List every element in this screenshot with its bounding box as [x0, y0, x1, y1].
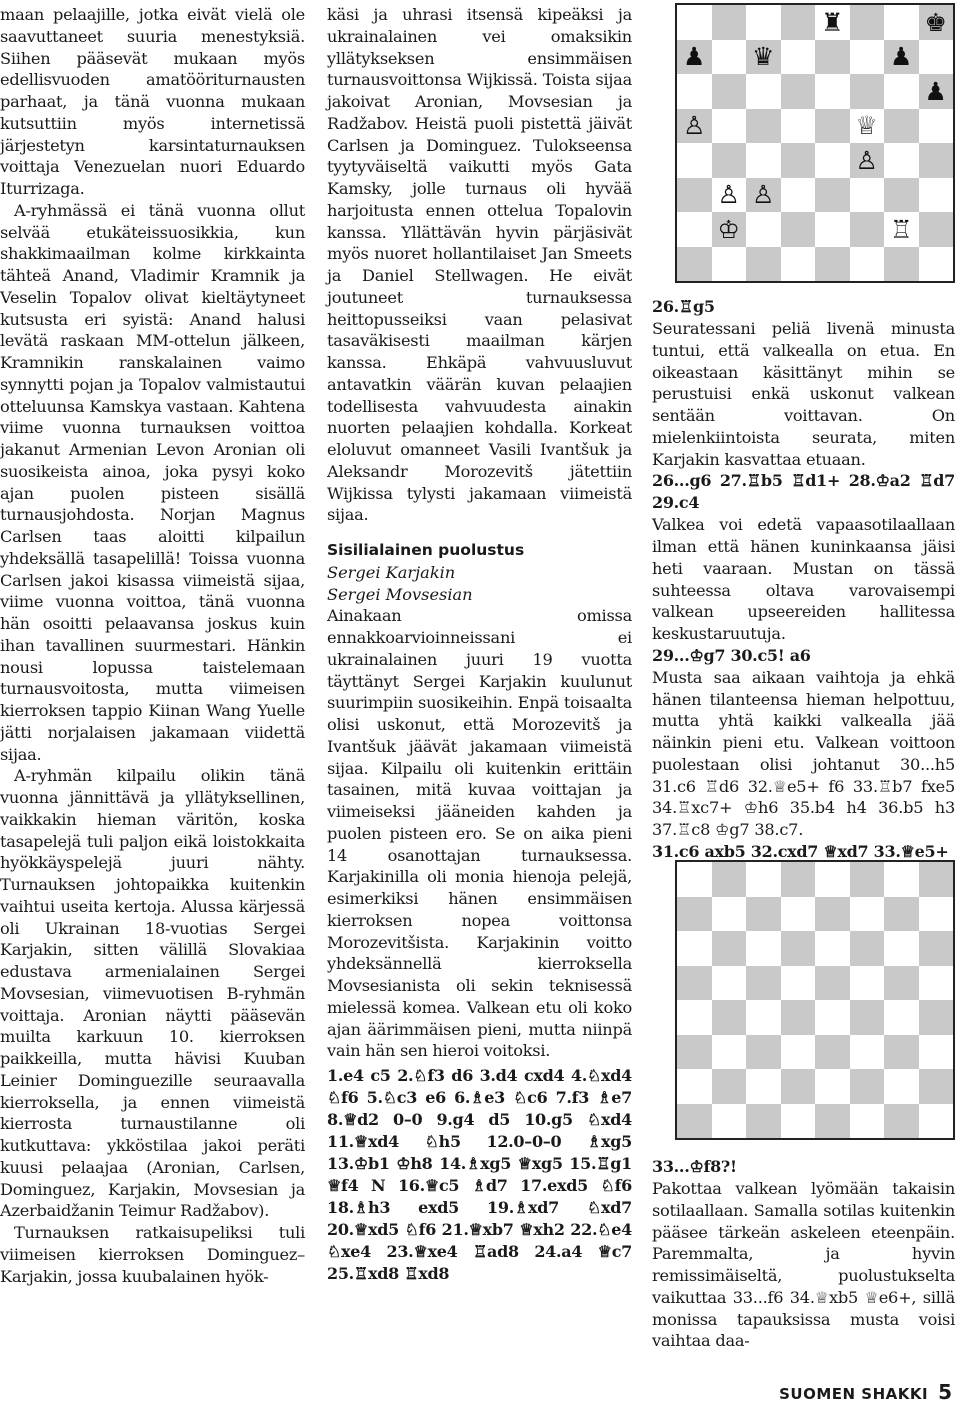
board-square — [919, 74, 954, 109]
board-square — [850, 109, 885, 144]
board-square — [712, 40, 747, 75]
board-square — [850, 40, 885, 75]
paragraph: A-ryhmän kilpailu olikin tänä vuonna jännittävä ja yllätyksellinen, vaikkakin hieman väritön, koska tasapelejä tuli paljon eikä loistokkaita hyökkäyspelejä juuri nähty. Turnauksen johtopaikka kuitenkin vaihtui useita kertoja. Alussa kärjessä oli Ukrainan 18-vuotias Sergei Karjakin, sitten välillä Slovakiaa edustava armenialainen Sergei Movsesian, viimevuotisen B-ryhmän voittaja. Aronian näytti pääsevän muilta karkuun 10. kierroksen paikkeilla, mutta hävisi Kuuban Leinier Dominguezille seuraavalla kierroksella, ja ennen viimeistä kierrosta turnaustilanne oli kutkuttava: ykköstilaa jakoi peräti kuusi pelaajaa (Aronian, Carlsen, Dominguez, Karjakin, Movsesian ja Azerbaidžanin Teimur Radžabov). — [0, 766, 305, 1221]
board-square — [677, 1069, 712, 1104]
paragraph: käsi ja uhrasi itsensä kipeäksi ja ukrainalainen vei omaksikin yllätykseksen ensimmäisen turnausvoittonsa Wijkissä. Toista sijaa jakoivat Aronian, Movsesian ja Radžabov. Heistä puoli pistettä jäivät Carlsen ja Dominguez. Tulokseensa tyytyväiseltä vaikutti myös Gata Kamsky, jolle turnaus oli hyvää harjoitusta ennen ottelua Topalovin kanssa. Yllättävän hyvin pärjäsivät myös nuoret hollantilaiset Jan Smeets ja Daniel Stellwagen. He eivät joutuneet turnauksessa heittopusseiksi vaan pelasivat tasaväkisesti maailman kärjen kanssa. Ehkäpä vahvuusluvut antavatkin väärän kuvan pelaajien todellisesta vahvuudesta ainakin nuorten pelaajien kohdalla. Korkeat eloluvut omanneet Vasili Ivantšuk ja Aleksandr Morozevitš jätettiin Wijkissa tylysti jakamaan viimeistä sijaa. — [327, 5, 632, 525]
board-square — [850, 931, 885, 966]
game-moves: 1.e4 c5 2.♘f3 d6 3.d4 cxd4 4.♘xd4 ♘f6 5.♘c3 e6 6.♗e3 ♘c6 7.f3 ♗e7 8.♕d2 0–0 9.g4 d5 10.g5 ♘xd4 11.♕xd4 ♘h5 12.0–0–0 ♗xg5 13.♔b1 ♔h8 14.♗xg5 ♕xg5 15.♖g1 ♕f4 N 16.♕c5 ♗d7 17.exd5 ♘f6 18.♗h3 exd5 19.♗xd7 ♘xd7 20.♕xd5 ♘f6 21.♕xb7 ♕xh2 22.♘e4 ♘xe4 23.♕xe4 ♖ad8 24.a4 ♕c7 25.♖xd8 ♖xd8 — [327, 1066, 632, 1283]
board-square — [815, 178, 850, 213]
chess-diagram-1 — [675, 3, 955, 283]
board-square — [677, 143, 712, 178]
board-square — [919, 1069, 954, 1104]
board-square — [884, 143, 919, 178]
board-square — [712, 178, 747, 213]
board-square — [850, 1035, 885, 1070]
board-square — [677, 247, 712, 282]
board-square — [884, 1035, 919, 1070]
board-square — [884, 1000, 919, 1035]
board-square — [850, 247, 885, 282]
board-square — [746, 212, 781, 247]
board-square — [677, 966, 712, 1001]
board-square — [712, 109, 747, 144]
board-square — [815, 1000, 850, 1035]
chess-piece: ♟ — [683, 42, 706, 72]
board-square — [746, 966, 781, 1001]
magazine-name: SUOMEN SHAKKI — [779, 1385, 929, 1403]
board-square — [919, 862, 954, 897]
board-square — [884, 862, 919, 897]
board-square — [919, 109, 954, 144]
chess-piece: ♙ — [683, 111, 706, 141]
chess-piece: ♚ — [924, 7, 947, 37]
board-square — [919, 1035, 954, 1070]
board-square — [919, 931, 954, 966]
board-square — [919, 178, 954, 213]
board-square — [712, 247, 747, 282]
board-square — [781, 40, 816, 75]
board-square — [919, 966, 954, 1001]
board-square — [781, 5, 816, 40]
paragraph: Ainakaan omissa ennakkoarvioinneissani ei ukrainalainen juuri 19 vuotta täyttänyt Sergei Karjakin kuulunut suurimpiin suosikeihin. Enpä toisaalta olisi uskonut, että Morozevitš ja Ivantšuk jäävät jakamaan viimeistä sijaa. Kilpailu oli kuitenkin erittäin tasainen, mitä kuvaa voittajan ja viimeiseksi jääneiden kahden ja puolen pisteen ero. Se on aika pieni 14 osanottajan turnauksessa. Karjakinilla oli monia hienoja pelejä, esimerkiksi hänen ensimmäisen kierroksen nopea voittonsa Morozevitšista. Karjakinin voitto yhdeksännellä kierroksella Movsesianista oli sekin teknisessä mielessä komea. Valkean etu oli koko ajan äärimmäisen pieni, mutta niinpä vain hän sen hieroi voitoksi. — [327, 606, 632, 1061]
board-square — [815, 109, 850, 144]
board-square — [781, 966, 816, 1001]
board-square — [746, 247, 781, 282]
board-square — [712, 862, 747, 897]
board-square — [919, 1000, 954, 1035]
board-square — [815, 1035, 850, 1070]
board-square — [781, 1000, 816, 1035]
chess-piece: ♜ — [821, 7, 844, 37]
board-square — [746, 1069, 781, 1104]
board-square — [746, 143, 781, 178]
board-square — [850, 897, 885, 932]
board-square — [781, 109, 816, 144]
board-square — [884, 897, 919, 932]
commentary: Pakottaa valkean lyömään takaisin sotilaallaan. Samalla sotilas kuitenkin pääsee tärkeän askeleen eteenpäin. Paremmalta, ja hyvin remissimäiseltä, puolustukselta vaikuttaa 33...f6 34.♕xb5 ♕e6+, sillä monissa tapauksissa musta voisi vaihtaa daa- — [652, 1179, 955, 1351]
board-square — [746, 1035, 781, 1070]
board-square — [677, 1035, 712, 1070]
move-line: 33...♔f8?! — [652, 1157, 737, 1176]
board-square — [815, 966, 850, 1001]
chess-piece: ♙ — [855, 145, 878, 175]
board-square — [677, 5, 712, 40]
board-square — [781, 1069, 816, 1104]
board-square — [919, 897, 954, 932]
board-square — [919, 143, 954, 178]
move-line: 26...g6 27.♖b5 ♖d1+ 28.♔a2 ♖d7 29.c4 — [652, 471, 955, 513]
board-square — [850, 1000, 885, 1035]
board-square — [815, 74, 850, 109]
board-square — [815, 212, 850, 247]
board-square — [781, 1104, 816, 1139]
board-square — [712, 897, 747, 932]
board-square — [815, 1104, 850, 1139]
game-heading: Sisilialainen puolustus — [327, 541, 525, 559]
board-square — [677, 897, 712, 932]
board-square — [781, 143, 816, 178]
white-player: Sergei Karjakin — [327, 562, 456, 582]
board-square — [815, 897, 850, 932]
chess-diagram-2 — [675, 860, 955, 1140]
board-square — [884, 74, 919, 109]
board-square — [884, 247, 919, 282]
board-square — [850, 1104, 885, 1139]
board-square — [746, 5, 781, 40]
board-square — [850, 212, 885, 247]
board-square — [850, 74, 885, 109]
commentary: Valkea voi edetä vapaasotilaallaan ilman että hänen kuninkaansa jäisi heti vaaraan. Mustan on tässä suhteessa oltava varovaisempi valkean upseereiden hallitessa keskustaruutuja. — [652, 515, 955, 643]
chess-piece: ♔ — [717, 214, 740, 244]
board-square — [781, 897, 816, 932]
board-square — [781, 212, 816, 247]
board-square — [677, 74, 712, 109]
board-square — [884, 40, 919, 75]
board-square — [815, 40, 850, 75]
board-square — [884, 178, 919, 213]
board-square — [746, 109, 781, 144]
chess-piece: ♙ — [752, 180, 775, 210]
board-square — [884, 1104, 919, 1139]
commentary: Musta saa aikaan vaihtoja ja ehkä hänen tilanteensa hieman helpottuu, mutta yhtä kaikki valkealla jää näinkin pieni etu. Valkean voittoon puolestaan olisi johtanut 30...h5 31.c6 ♖d6 32.♕e5+ f6 33.♖b7 fxe5 34.♖xc7+ ♔h6 35.b4 h4 36.b5 h3 37.♖c8 ♔g7 38.c7. — [652, 667, 955, 839]
board-square — [746, 74, 781, 109]
board-square — [746, 40, 781, 75]
board-square — [712, 1104, 747, 1139]
board-square — [919, 212, 954, 247]
board-square — [884, 931, 919, 966]
board-square — [712, 74, 747, 109]
board-square — [712, 5, 747, 40]
board-square — [677, 40, 712, 75]
board-square — [884, 5, 919, 40]
column-1 — [0, 4, 305, 1287]
board-square — [746, 178, 781, 213]
board-square — [712, 212, 747, 247]
board-square — [884, 212, 919, 247]
board-square — [884, 966, 919, 1001]
board-square — [746, 1104, 781, 1139]
commentary: Seuratessani peliä livenä minusta tuntui, että valkealla on etua. En oikeastaan käsittänyt mihin se perustuisi enkä uskonut valkean sentään voittavan. On mielenkiintoista seurata, miten Karjakin kasvattaa etuaan. — [652, 319, 955, 469]
board-square — [712, 1069, 747, 1104]
board-square — [746, 862, 781, 897]
board-square — [815, 5, 850, 40]
board-square — [781, 247, 816, 282]
column-3-continued — [652, 1156, 955, 1352]
move-line: 29...♔g7 30.c5! a6 — [652, 645, 811, 665]
board-square — [815, 1069, 850, 1104]
board-square — [850, 966, 885, 1001]
page-number: 5 — [938, 1380, 952, 1404]
chess-piece: ♕ — [855, 111, 878, 141]
board-square — [677, 178, 712, 213]
board-square — [781, 862, 816, 897]
board-square — [677, 931, 712, 966]
board-square — [746, 897, 781, 932]
board-square — [850, 143, 885, 178]
page-footer — [779, 1380, 952, 1404]
board-square — [919, 40, 954, 75]
chess-piece: ♛ — [752, 42, 775, 72]
board-square — [815, 931, 850, 966]
board-square — [677, 1000, 712, 1035]
chess-piece: ♟ — [924, 76, 947, 106]
move-line: 31.c6 axb5 32.cxd7 ♕xd7 33.♕e5+ — [652, 841, 949, 861]
board-square — [919, 1104, 954, 1139]
column-2 — [327, 4, 632, 1285]
board-square — [781, 74, 816, 109]
move-line: 26.♖g5 — [652, 297, 715, 316]
chess-piece: ♟ — [890, 42, 913, 72]
board-square — [746, 931, 781, 966]
paragraph: A-ryhmässä ei tänä vuonna ollut selvää etukäteissuosikkia, kun shakkimaailman kolme kirkkainta tähteä Anand, Vladimir Kramnik ja Veselin Topalov olivat kieltäytyneet kutsusta eri syistä: Anand halusi levätä raskaan MM-ottelun jälkeen, Kramnikin ranskalainen vaimo synnytti pojan ja Topalov valmistautui otteluunsa Kamskya vastaan. Kahtena viime vuonna turnauksen voittoa jakanut Armenian Levon Aronian oli suosikeista ainoa, joka pysyi koko ajan puolen pisteen sisällä turnausjohdosta. Norjan Magnus Carlsen taas aloitti kilpailun yhdeksällä tasapelillä! Toissa vuonna Carlsen jakoi kisassa viimeistä sijaa, viime vuonna voittoa, tänä vuonna hän osoitti pelaavansa joskus kuin ihan tavallinen suurmestari. Hänkin nousi lopussa taistelemaan turnausvoitosta, mutta viimeisen kierroksen tappio Kiinan Wang Yuelle jätti norjalaisen jakamaan viidettä sijaa. — [0, 200, 305, 764]
board-square — [677, 862, 712, 897]
board-square — [850, 178, 885, 213]
board-square — [884, 1069, 919, 1104]
board-square — [919, 247, 954, 282]
board-square — [884, 109, 919, 144]
board-square — [677, 1104, 712, 1139]
board-square — [746, 1000, 781, 1035]
board-square — [712, 143, 747, 178]
column-3 — [652, 296, 955, 863]
board-square — [781, 931, 816, 966]
paragraph: Turnauksen ratkaisupeliksi tuli viimeisen kierroksen Dominguez–Karjakin, jossa kuubalainen hyök- — [0, 1223, 305, 1286]
board-square — [781, 1035, 816, 1070]
board-square — [677, 212, 712, 247]
board-square — [781, 178, 816, 213]
board-square — [677, 109, 712, 144]
chess-piece: ♖ — [890, 214, 913, 244]
board-square — [712, 931, 747, 966]
board-square — [712, 966, 747, 1001]
black-player: Sergei Movsesian — [327, 584, 473, 604]
board-square — [815, 247, 850, 282]
paragraph: maan pelaajille, jotka eivät vielä ole saavuttaneet suuria menestyksiä. Siihen pääsevät mukaan myös edellisvuoden amatööriturnausten parhaat, ja tänä vuonna mukaan kutsuttiin myös internetissä järjestetyn karsintaturnauksen voittaja Venezuelan nuori Eduardo Iturrizaga. — [0, 5, 305, 198]
board-square — [815, 143, 850, 178]
board-square — [850, 5, 885, 40]
board-square — [850, 1069, 885, 1104]
board-square — [815, 862, 850, 897]
board-square — [919, 5, 954, 40]
board-square — [712, 1035, 747, 1070]
board-square — [712, 1000, 747, 1035]
board-square — [850, 862, 885, 897]
chess-piece: ♙ — [717, 180, 740, 210]
